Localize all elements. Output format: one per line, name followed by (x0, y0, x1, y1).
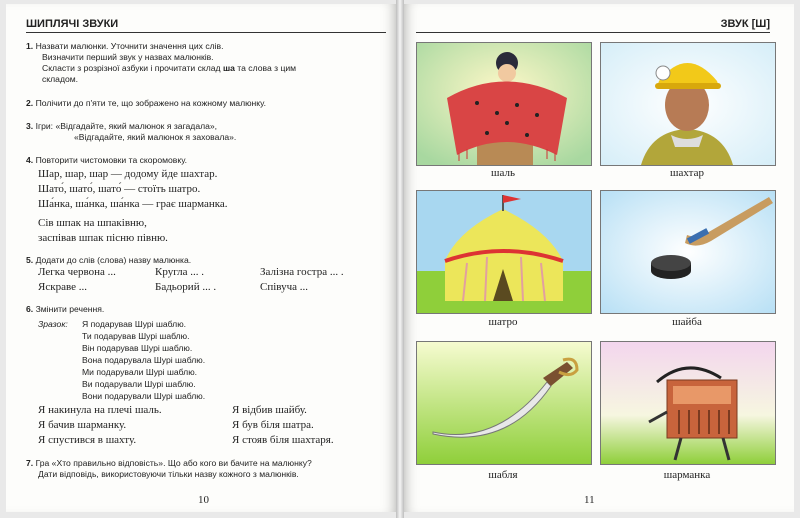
exercise-4-title: 4. Повторити чистомовки та скоромовку. (26, 155, 188, 165)
sentence-6: Я стояв біля шахтаря. (232, 434, 334, 446)
caption-barrel-organ: шарманка (663, 469, 711, 481)
caption-shawl: шаль (491, 167, 515, 179)
sample-line-7: Вони подарували Шурі шаблю. (82, 391, 206, 401)
caption-tent: шатро (488, 316, 518, 328)
sentence-1: Я накинула на плечі шаль. (38, 404, 162, 416)
exercise-6-title: 6. Змінити речення. (26, 304, 105, 314)
exercise-7-line-1: 7. Гра «Хто правильно відповість». Що або кого ви бачите на малюнку? (26, 458, 312, 468)
sentence-4: Я відбив шайбу. (232, 404, 307, 416)
exercise-1-line-3: Скласти з розрізної азбуки і прочитати склад ша та слова з цим (42, 63, 297, 73)
caption-saber: шабля (488, 469, 518, 481)
page-number-left: 10 (198, 494, 209, 506)
sentence-3: Я спустився в шахту. (38, 434, 137, 446)
caption-puck: шайба (672, 316, 702, 328)
tent-illustration (417, 191, 591, 313)
shawl-illustration (417, 43, 591, 165)
miner-illustration (601, 43, 775, 165)
exercise-1-line-4: складом. (42, 74, 79, 84)
picture-saber (416, 341, 592, 465)
exercise-7-line-2: Дати відповідь, використовуючи тільки назву кожного з малюнків. (38, 469, 299, 479)
sample-label: Зразок: (38, 319, 68, 329)
sample-line-3: Він подарував Шурі шаблю. (82, 343, 193, 353)
phrase-4: Бадьорий ... . (155, 281, 217, 293)
exercise-2: 2. Полічити до п'яти те, що зображено на кожному малюнку. (26, 98, 266, 108)
caption-miner: шахтар (670, 167, 704, 179)
phrase-3: Кругла ... . (155, 266, 205, 278)
sample-line-1: Я подарував Шурі шаблю. (82, 319, 187, 329)
exercise-5-title: 5. Додати до слів (слова) назву малюнка. (26, 255, 192, 265)
phrase-5: Залізна гостра ... . (260, 266, 344, 278)
right-page-header: ЗВУК [Ш] (416, 18, 770, 33)
phrase-6: Співуча ... (260, 281, 309, 293)
picture-shawl (416, 42, 592, 166)
saber-illustration (417, 342, 591, 464)
tongue-twister-line-1: Шар, шар, шар — додому йде шахтар. (38, 168, 218, 180)
tongue-twister-line-2: Шато́, шато́, шато́ — стоїть шатро. (38, 183, 201, 195)
picture-barrel-organ (600, 341, 776, 465)
puck-illustration (601, 191, 775, 313)
phrase-1: Легка червона ... (38, 266, 116, 278)
tongue-twister-line-5: заспівав шпак пісню півню. (38, 232, 168, 244)
picture-tent (416, 190, 592, 314)
exercise-1-line-1: 1. Назвати малюнки. Уточнити значення цих слів. (26, 41, 224, 51)
sample-line-4: Вона подарувала Шурі шаблю. (82, 355, 206, 365)
phrase-2: Яскраве ... (38, 281, 87, 293)
sentence-5: Я був біля шатра. (232, 419, 314, 431)
book-gutter (396, 0, 404, 518)
tongue-twister-line-4: Сів шпак на шпаківню, (38, 217, 147, 229)
left-page-header: ШИПЛЯЧІ ЗВУКИ (26, 18, 386, 33)
picture-miner (600, 42, 776, 166)
sample-line-6: Ви подарували Шурі шаблю. (82, 379, 196, 389)
exercise-3-line-1: 3. Ігри: «Відгадайте, який малюнок я загадала», (26, 121, 218, 131)
sample-line-2: Ти подарував Шурі шаблю. (82, 331, 190, 341)
page-number-right: 11 (584, 494, 595, 506)
sentence-2: Я бачив шарманку. (38, 419, 127, 431)
exercise-1-line-2: Визначити перший звук у назвах малюнків. (42, 52, 214, 62)
picture-puck (600, 190, 776, 314)
sample-line-5: Ми подарували Шурі шаблю. (82, 367, 198, 377)
exercise-3-line-2: «Відгадайте, який малюнок я заховала». (74, 132, 237, 142)
barrel-organ-illustration (601, 342, 775, 464)
tongue-twister-line-3: Ша́нка, ша́нка, ша́нка — грає шарманка. (38, 198, 228, 210)
